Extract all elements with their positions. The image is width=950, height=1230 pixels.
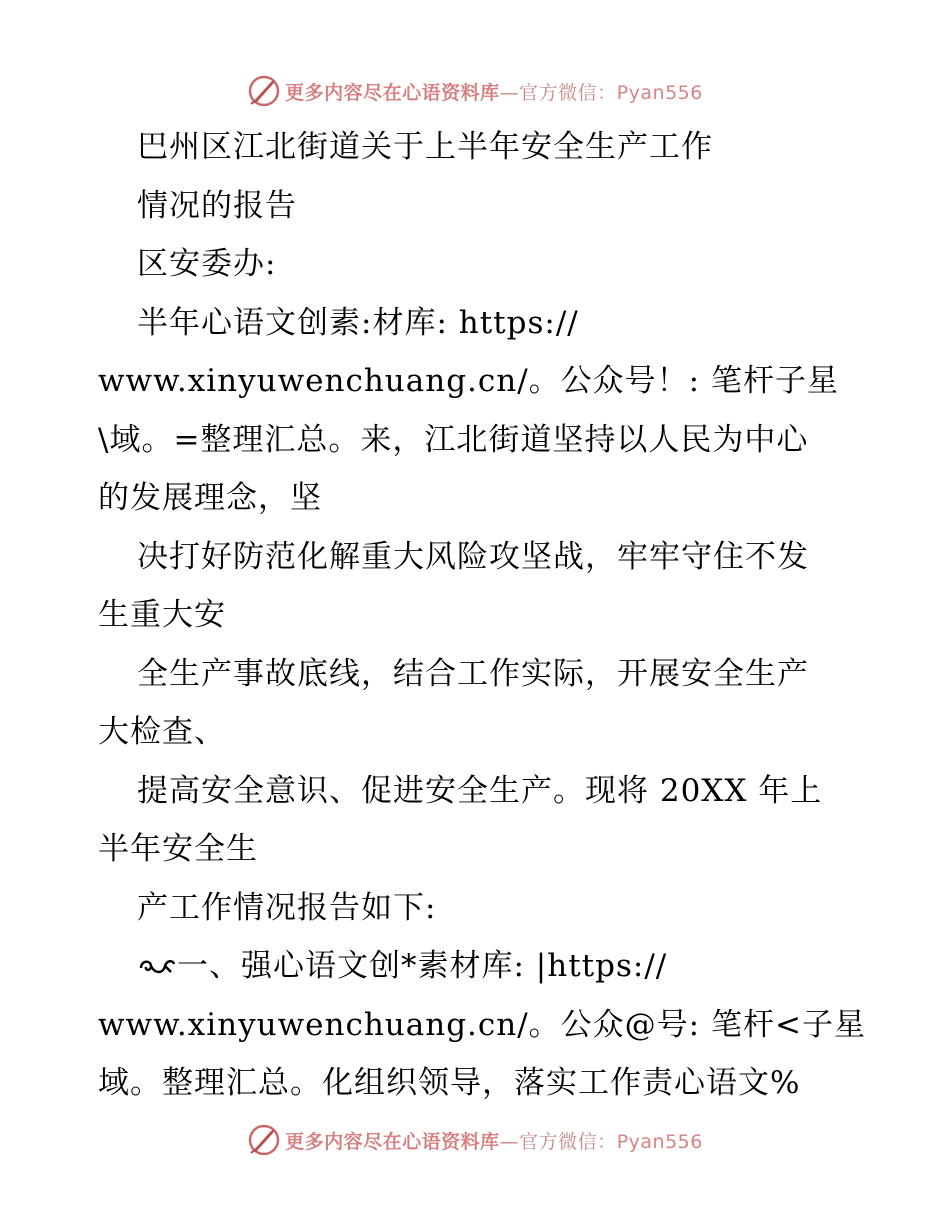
doc-text-line: 决打好防范化解重大风险攻坚战，牢牢守住不发	[137, 538, 809, 575]
document-body	[98, 118, 866, 1113]
quill-logo-icon	[247, 1123, 281, 1157]
section-heading-text: 一、强心语文创*素材库: |https://	[177, 948, 668, 984]
doc-text-line: 提高安全意识、促进安全生产。现将 20XX 年上	[137, 772, 823, 809]
doc-text-line: 域。整理汇总。化组织领导，落实工作责心语文%	[98, 1065, 801, 1101]
footer-banner	[0, 1120, 950, 1160]
banner-wechat-label: 官方微信：	[519, 1130, 617, 1153]
doc-text-line: 全生产事故底线，结合工作实际，开展安全生产	[137, 655, 809, 692]
doc-text-line: www.xinyuwenchuang.cn/。公众@号: 笔杆<子星	[98, 1006, 866, 1043]
doc-text-line: 的发展理念，坚	[98, 480, 322, 516]
banner-wechat-handle: Pyan556	[616, 81, 703, 104]
banner-wechat-handle: Pyan556	[616, 1130, 703, 1153]
doc-text-line: 生重大安	[98, 597, 226, 633]
doc-text-line: 大检查、	[98, 714, 226, 750]
banner-dash: —	[499, 1130, 520, 1153]
banner-text	[285, 78, 703, 105]
doc-text-line: 产工作情况报告如下:	[137, 889, 437, 926]
banner-dash: —	[499, 81, 520, 104]
doc-text-line: www.xinyuwenchuang.cn/。公众号！: 笔杆子星	[98, 363, 839, 399]
quill-logo-icon	[247, 74, 281, 108]
banner-wechat-label: 官方微信：	[519, 81, 617, 104]
doc-text-line: 半年安全生	[98, 831, 258, 867]
header-banner	[0, 71, 950, 111]
doc-text-line: 半年心语文创素:材库: https://	[137, 304, 579, 341]
banner-main-text: 更多内容尽在心语资料库	[285, 81, 500, 104]
doc-title-line-2: 情况的报告	[137, 187, 297, 224]
doc-text-line: \域。=整理汇总。来，江北街道坚持以人民为中心	[98, 421, 809, 458]
banner-text	[285, 1127, 703, 1154]
doc-recipient: 区安委办:	[137, 246, 277, 282]
doc-title-line-1: 巴州区江北街道关于上半年安全生产工作	[137, 129, 713, 165]
swirl-ornament-icon	[137, 954, 177, 978]
doc-section-heading	[98, 937, 858, 996]
banner-main-text: 更多内容尽在心语资料库	[285, 1130, 500, 1153]
